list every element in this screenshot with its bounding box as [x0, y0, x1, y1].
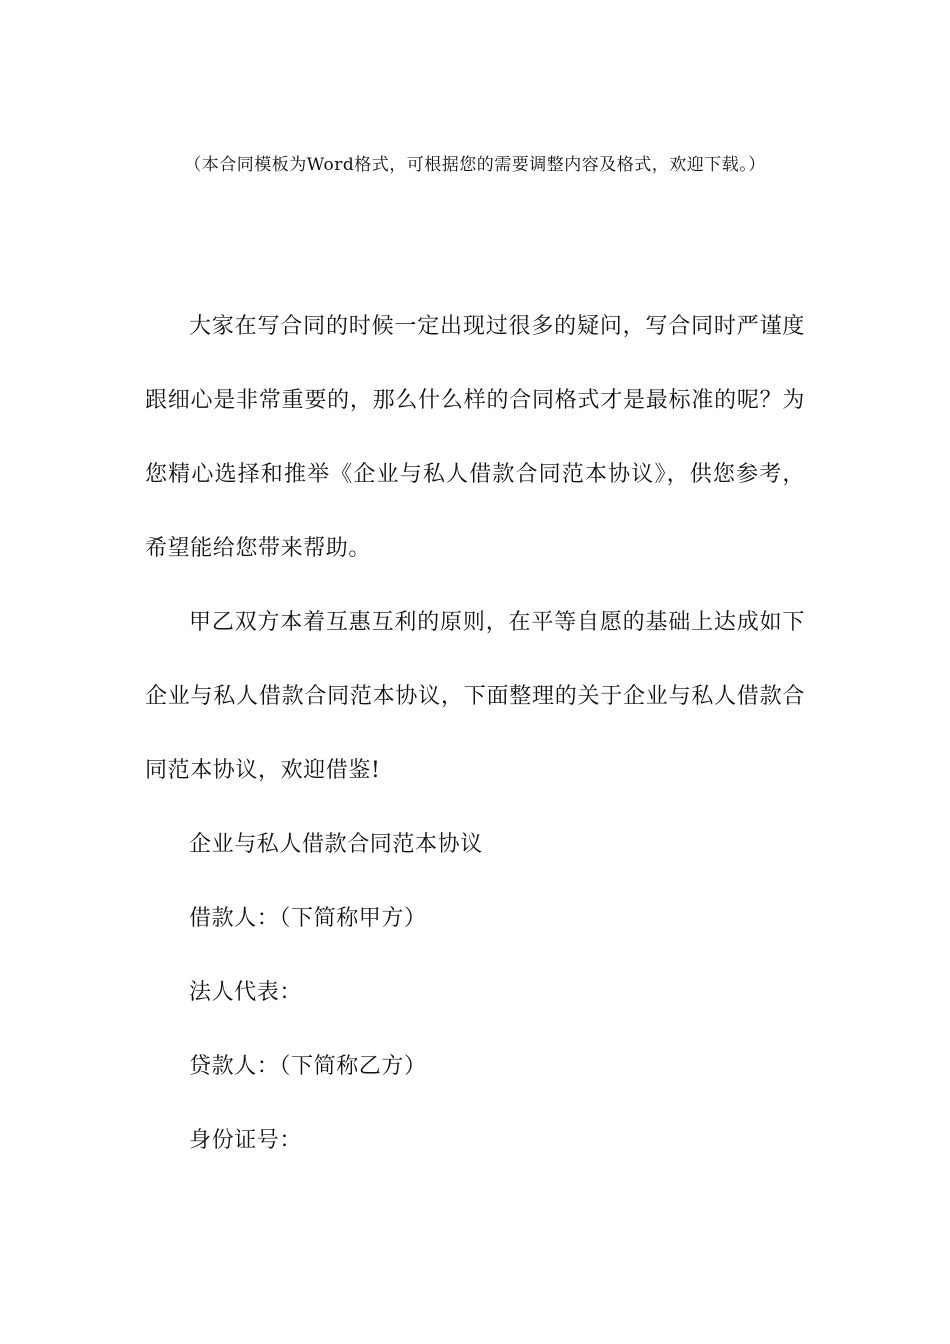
- intro-paragraph: 大家在写合同的时候一定出现过很多的疑问，写合同时严谨度跟细心是非常重要的，那么什么样的合同格式才是最标准的呢？为您精心选择和推举《企业与私人借款合同范本协议》，供您参考，希望能给您带来帮助。: [145, 314, 805, 561]
- lender-field: 贷款人：（下简称乙方）: [189, 1054, 427, 1079]
- document-body: [145, 290, 805, 1178]
- borrower-field: 借款人：（下简称甲方）: [189, 906, 427, 931]
- id-number-field: 身份证号：: [189, 1128, 303, 1153]
- principle-paragraph: 甲乙双方本着互惠互利的原则，在平等自愿的基础上达成如下企业与私人借款合同范本协议，下面整理的关于企业与私人借款合同范本协议，欢迎借鉴!: [145, 610, 805, 783]
- legal-rep-field: 法人代表：: [189, 980, 303, 1005]
- template-note: （本合同模板为Word格式，可根据您的需要调整内容及格式，欢迎下载。）: [184, 155, 766, 175]
- contract-title: 企业与私人借款合同范本协议: [189, 832, 483, 857]
